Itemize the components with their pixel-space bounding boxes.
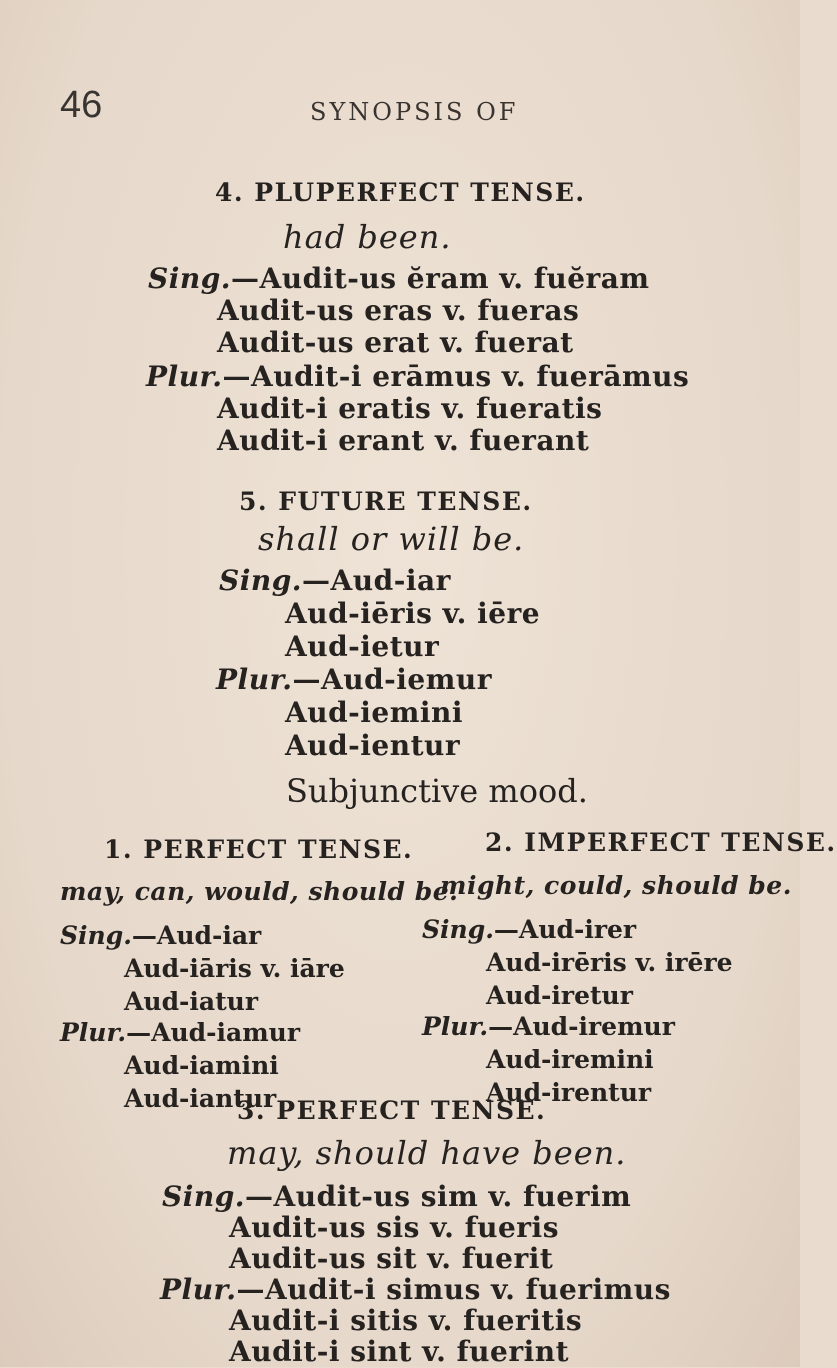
sing-label: Sing. — [162, 1180, 246, 1213]
pluperfect-sing-1: Sing.—Audit-us ĕram v. fuĕram — [148, 262, 650, 295]
perfect-1-sing-3: Aud-iatur — [124, 987, 259, 1016]
imperfect-2-plur-1: Plur.—Aud-iremur — [422, 1012, 675, 1041]
imperfect-2-heading: 2. IMPERFECT TENSE. — [485, 828, 837, 857]
perfect-1-plur-1: Plur.—Aud-iamur — [60, 1018, 300, 1047]
perfect-1-meaning: may, can, would, should be. — [60, 877, 459, 906]
sing-label: Sing. — [219, 564, 303, 597]
future-sing-3: Aud-ietur — [285, 630, 440, 663]
plur-label: Plur. — [160, 1273, 237, 1306]
perfect-1-heading: 1. PERFECT TENSE. — [104, 835, 414, 864]
sing-label: Sing. — [422, 915, 494, 944]
future-heading: 5. FUTURE TENSE. — [239, 487, 533, 516]
perfect-3-plur-2: Audit-i sitis v. fueritis — [229, 1304, 583, 1337]
plur-label: Plur. — [146, 360, 223, 393]
perfect-1-plur-3: Aud-iantur — [124, 1084, 277, 1113]
perfect-3-sing-1: Sing.—Audit-us sim v. fuerim — [162, 1180, 632, 1213]
perfect-3-plur-1: Plur.—Audit-i simus v. fuerimus — [160, 1273, 671, 1306]
future-plur-1: Plur.—Aud-iemur — [216, 663, 492, 696]
imperfect-2-plur-3: Aud-irentur — [486, 1078, 652, 1107]
imperfect-2-plur-2: Aud-iremini — [486, 1045, 654, 1074]
sing-label: Sing. — [148, 262, 232, 295]
pluperfect-plur-2: Audit-i eratis v. fueratis — [217, 392, 603, 425]
perfect-1-sing-2: Aud-iāris v. iāre — [124, 954, 345, 983]
perfect-3-plur-3: Audit-i sint v. fuerint — [229, 1335, 570, 1368]
perfect-3-meaning: may, should have been. — [227, 1134, 627, 1172]
perfect-3-sing-3: Audit-us sit v. fuerit — [229, 1242, 554, 1275]
running-head: SYNOPSIS OF — [310, 98, 519, 126]
future-meaning: shall or will be. — [258, 520, 525, 558]
perfect-3-sing-2: Audit-us sis v. fueris — [229, 1211, 559, 1244]
sing-label: Sing. — [60, 921, 132, 950]
pluperfect-meaning: had been. — [283, 218, 452, 256]
imperfect-2-meaning: might, could, should be. — [440, 871, 792, 900]
future-sing-2: Aud-iēris v. iēre — [285, 597, 541, 630]
perfect-1-plur-2: Aud-iamini — [124, 1051, 279, 1080]
pluperfect-plur-3: Audit-i erant v. fuerant — [217, 424, 590, 457]
pluperfect-sing-2: Audit-us eras v. fueras — [217, 294, 580, 327]
plur-label: Plur. — [60, 1018, 127, 1047]
pluperfect-sing-3: Audit-us erat v. fuerat — [217, 326, 574, 359]
plur-label: Plur. — [216, 663, 293, 696]
future-sing-1: Sing.—Aud-iar — [219, 564, 451, 597]
plur-label: Plur. — [422, 1012, 489, 1041]
pluperfect-heading: 4. PLUPERFECT TENSE. — [215, 178, 586, 207]
page-number: 46 — [60, 84, 103, 126]
pluperfect-plur-1: Plur.—Audit-i erāmus v. fuerāmus — [146, 360, 690, 393]
imperfect-2-sing-2: Aud-irēris v. irēre — [486, 948, 733, 977]
perfect-3-heading: 3. PERFECT TENSE. — [237, 1096, 547, 1125]
subjunctive-mood-title: Subjunctive mood. — [286, 772, 588, 810]
future-plur-3: Aud-ientur — [285, 729, 461, 762]
imperfect-2-sing-3: Aud-iretur — [486, 981, 633, 1010]
imperfect-2-sing-1: Sing.—Aud-irer — [422, 915, 637, 944]
perfect-1-sing-1: Sing.—Aud-iar — [60, 921, 262, 950]
future-plur-2: Aud-iemini — [285, 696, 463, 729]
